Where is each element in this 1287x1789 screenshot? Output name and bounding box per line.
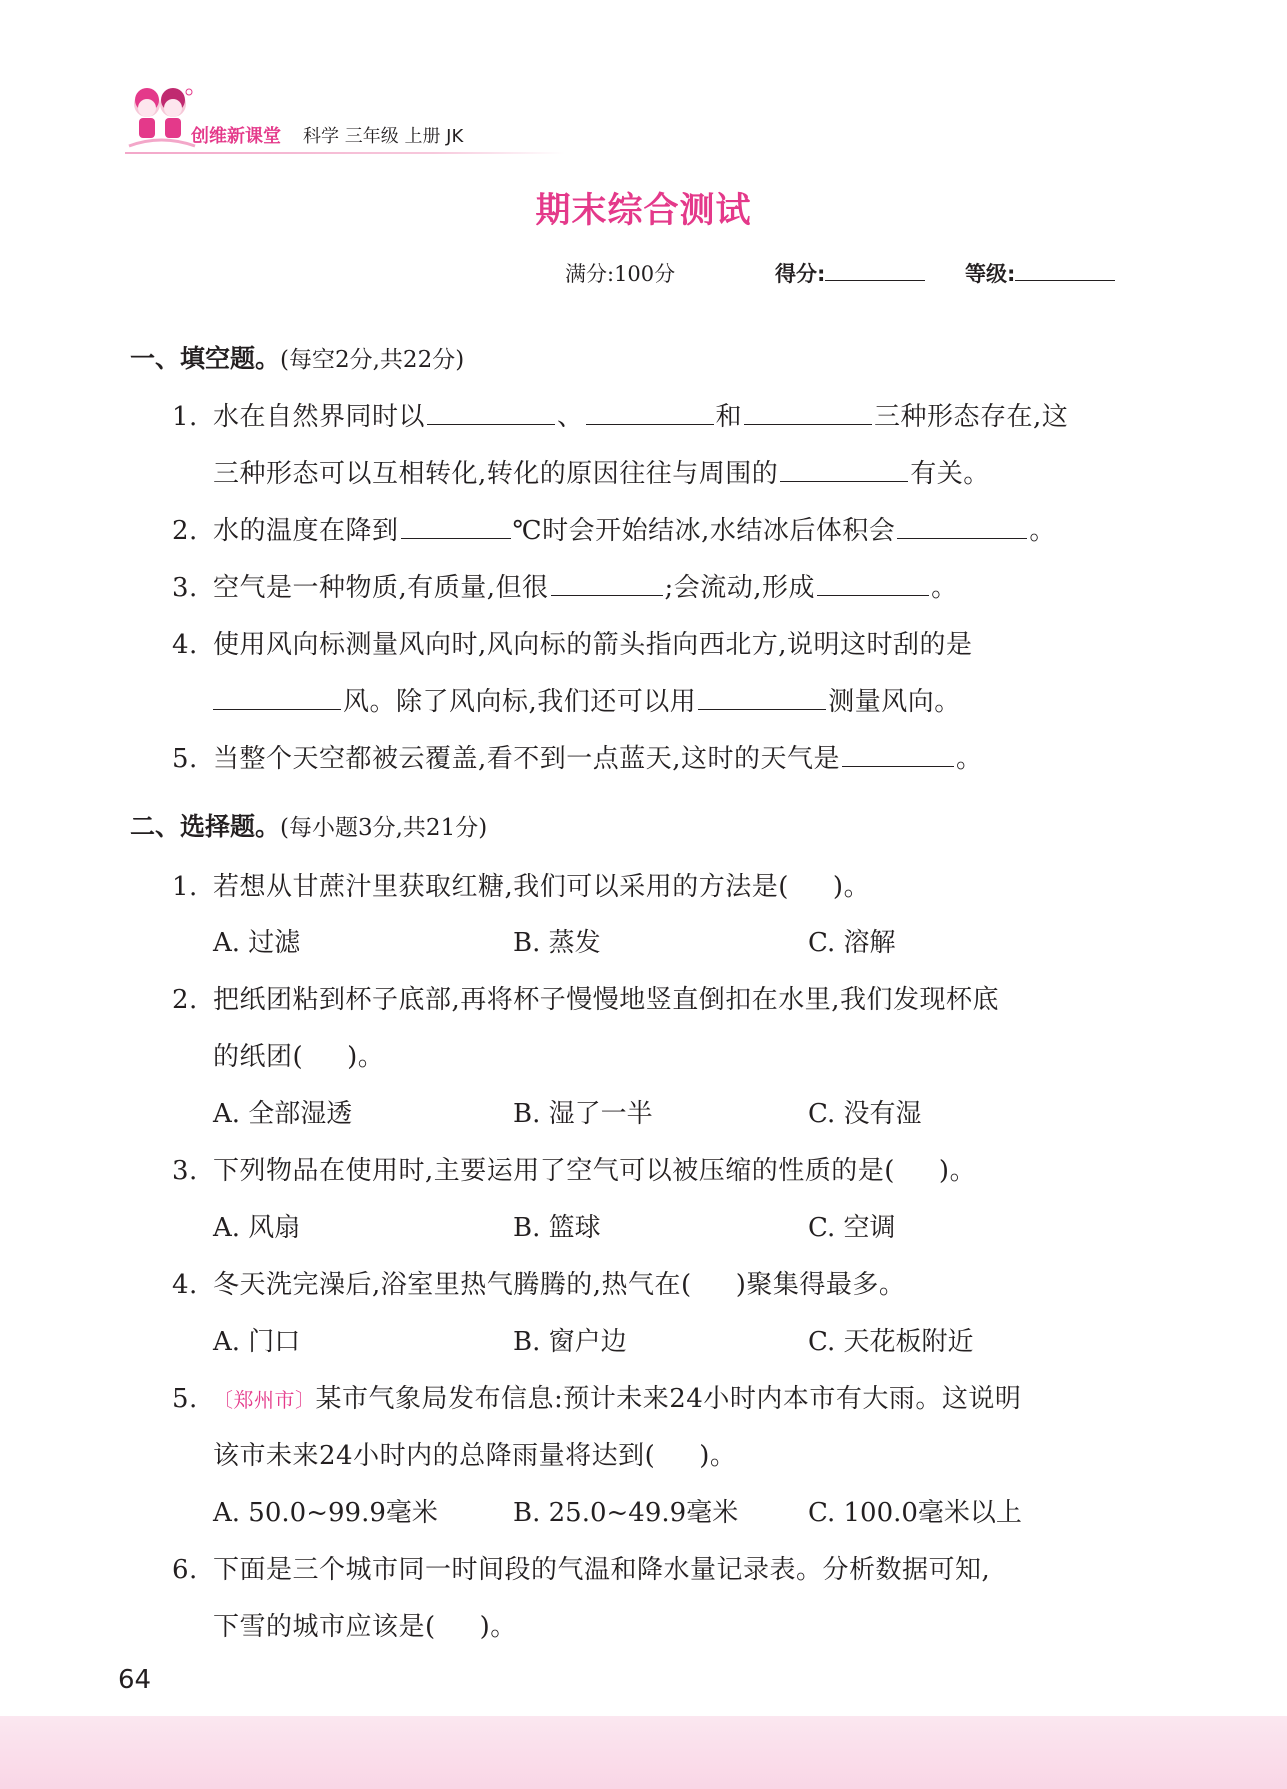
grade-field — [965, 258, 1115, 288]
option-b[interactable]: B. 窗户边 — [513, 1327, 627, 1357]
option-b[interactable]: B. 篮球 — [513, 1213, 601, 1243]
option-a[interactable]: A. 风扇 — [213, 1213, 301, 1243]
question-2-6: 6. 下面是三个城市同一时间段的气温和降水量记录表。分析数据可知, — [172, 1555, 991, 1585]
option-b[interactable]: B. 湿了一半 — [513, 1099, 653, 1129]
option-a[interactable]: A. 门口 — [213, 1327, 301, 1357]
question-2-5-cont: 该市未来24小时内的总降雨量将达到( )。 — [213, 1441, 737, 1471]
question-2-6-cont: 下雪的城市应该是( )。 — [213, 1612, 517, 1642]
answer-blank[interactable] — [401, 514, 511, 539]
question-2-5: 5. 〔郑州市〕某市气象局发布信息:预计未来24小时内本市有大雨。这说明 — [172, 1384, 1022, 1414]
option-c[interactable]: C. 100.0毫米以上 — [808, 1498, 1022, 1528]
answer-blank[interactable] — [744, 400, 872, 425]
option-c[interactable]: C. 空调 — [808, 1213, 896, 1243]
question-1-2: 2. 水的温度在降到 ℃时会开始结冰,水结冰后体积会 。 — [172, 516, 1056, 546]
answer-blank[interactable] — [586, 400, 714, 425]
question-number: 3. — [172, 1156, 198, 1186]
question-number: 5. — [172, 744, 198, 774]
section-note: (每小题3分,共21分) — [280, 815, 488, 841]
header-divider — [125, 152, 565, 154]
question-1-3: 3. 空气是一种物质,有质量,但很 ;会流动,形成 。 — [172, 573, 958, 603]
answer-blank[interactable] — [897, 514, 1027, 539]
question-2-3: 3. 下列物品在使用时,主要运用了空气可以被压缩的性质的是( )。 — [172, 1156, 977, 1186]
option-a[interactable]: A. 过滤 — [213, 928, 301, 958]
score-field — [775, 258, 925, 288]
brand-name: 创维新课堂 — [191, 126, 281, 147]
question-number: 4. — [172, 1270, 198, 1300]
answer-blank[interactable] — [817, 571, 929, 596]
option-c[interactable]: C. 溶解 — [808, 928, 896, 958]
question-number: 6. — [172, 1555, 198, 1585]
question-1-4-cont: 风。除了风向标,我们还可以用 测量风向。 — [213, 681, 961, 718]
subject-info: 科学 三年级 上册 JK — [303, 126, 464, 147]
grade-blank[interactable] — [1015, 262, 1115, 281]
score-blank[interactable] — [825, 262, 925, 281]
option-c[interactable]: C. 没有湿 — [808, 1099, 922, 1129]
question-1-5: 5. 当整个天空都被云覆盖,看不到一点蓝天,这时的天气是 。 — [172, 744, 983, 774]
section-heading: 一、填空题。 — [130, 344, 281, 373]
section-note: (每空2分,共22分) — [280, 347, 465, 373]
answer-blank[interactable] — [551, 571, 663, 596]
question-number: 2. — [172, 985, 198, 1015]
answer-blank[interactable] — [698, 685, 826, 710]
section-fill-in — [130, 339, 464, 375]
section-heading: 二、选择题。 — [130, 812, 281, 841]
question-2-1: 1. 若想从甘蔗汁里获取红糖,我们可以采用的方法是( )。 — [172, 872, 871, 902]
question-number: 3. — [172, 573, 198, 603]
section-multiple-choice — [130, 807, 487, 843]
answer-blank[interactable] — [842, 742, 954, 767]
question-1-1: 1. 水在自然界同时以 、 和 三种形态存在,这 — [172, 402, 1069, 432]
page-number: 64 — [118, 1665, 152, 1695]
question-number: 1. — [172, 872, 198, 902]
question-number: 1. — [172, 402, 198, 432]
score-label: 得分: — [775, 262, 826, 286]
grade-label: 等级: — [965, 262, 1016, 286]
option-c[interactable]: C. 天花板附近 — [808, 1327, 974, 1357]
option-b[interactable]: B. 25.0~49.9毫米 — [513, 1498, 739, 1528]
page-header — [125, 86, 585, 156]
question-number: 5. — [172, 1384, 198, 1414]
footer-band — [0, 1716, 1287, 1789]
option-a[interactable]: A. 50.0~99.9毫米 — [213, 1498, 438, 1528]
option-a[interactable]: A. 全部湿透 — [213, 1099, 353, 1129]
answer-blank[interactable] — [780, 457, 908, 482]
page-title: 期末综合测试 — [535, 191, 752, 231]
question-number: 4. — [172, 630, 198, 660]
answer-blank[interactable] — [213, 685, 341, 710]
answer-blank[interactable] — [427, 400, 555, 425]
cartoon-kids-logo — [125, 86, 197, 154]
question-1-4: 4. 使用风向标测量风向时,风向标的箭头指向西北方,说明这时刮的是 — [172, 630, 973, 660]
region-tag: 〔郑州市〕 — [213, 1388, 316, 1412]
option-b[interactable]: B. 蒸发 — [513, 928, 601, 958]
full-score: 满分:100分 — [565, 262, 676, 286]
question-1-1-cont: 三种形态可以互相转化,转化的原因往往与周围的 有关。 — [213, 459, 990, 489]
question-2-4: 4. 冬天洗完澡后,浴室里热气腾腾的,热气在( )聚集得最多。 — [172, 1270, 906, 1300]
question-number: 2. — [172, 516, 198, 546]
question-2-2: 2. 把纸团粘到杯子底部,再将杯子慢慢地竖直倒扣在水里,我们发现杯底 — [172, 985, 1000, 1015]
question-2-2-cont: 的纸团( )。 — [213, 1042, 385, 1072]
